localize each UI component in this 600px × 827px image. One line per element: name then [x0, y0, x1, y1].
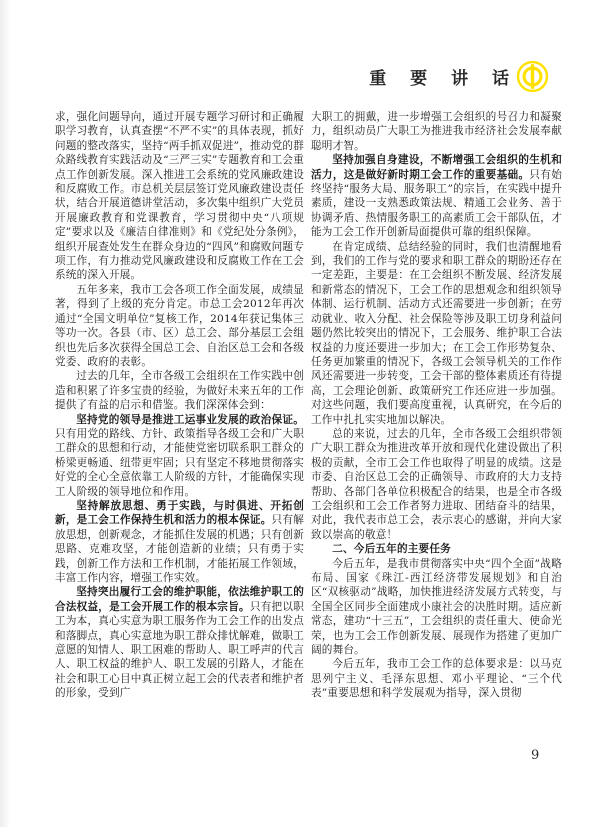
- paragraph-lead: 坚持加强自身建设，不断增强工会组织的生机和活力，这是做好新时期工会工作的重要基础。: [311, 154, 562, 181]
- paragraph-lead: 坚持突出履行工会的维护职能，依法维护职工的合法权益，是工会开展工作的根本宗旨。: [55, 586, 304, 613]
- paragraph-text: 只有把以职工为本，真心实意为职工服务作为工会工作的出发点和落脚点，真心实意地为职工群众排忧解难，做职工意愿的知情人、职工困难的帮助人、职工呼声的代言人、职工权益的维护人、职工发展的引路人，才能在社会和职工心目中真正树立起工会的代表者和维护者的形象，受到广: [55, 600, 304, 700]
- paragraph-text: 今后五年，是我市贯彻落实中央“四个全面”战略布局、国家《珠江-西江经济带发展规划》和自治区“双核驱动”战略，加快推进经济发展方式转变，与全国全区同步全面建成小康社会的决胜时期。适应新常态，建功“十三五”，工会组织的责任重大、使命光荣，也为工会工作创新发展、展现作为搭建了更加广阔的舞台。: [311, 557, 562, 657]
- paragraph-text: 求，强化问题导向，通过开展专题学习研讨和正确履职学习教育，认真查摆“不严不实”的具体表现，抓好问题的整改落实，坚持“两手抓双促进”，推动党的群众路线教育实践活动及“三严三实”专题教育和工会重点工作创新发展。深入推进工会系统的党风廉政建设和反腐败工作。市总机关层层签订党风廉政建设责任状，结合开展道德讲堂活动，多次集中组织广大党员开展廉政教育和党课教育，学习贯彻中央“八项规定”要求以及《廉洁自律准则》和《党纪处分条例》，组织开展查处发生在群众身边的“四风”和腐败问题专项工作，有力推动党风廉政建设和反腐败工作在工会系统的深入开展。: [55, 111, 304, 282]
- paragraph: [55, 413, 304, 499]
- paragraph-text: 过去的几年，全市各级工会组织在工作实践中创造和积累了许多宝贵的经验，为做好未来五年的工作提供了有益的启示和借鉴。我们深深体会到：: [55, 370, 304, 412]
- paragraph: [311, 240, 562, 427]
- paragraph: [311, 542, 562, 556]
- paragraph-text: 只有始终坚持“服务大局、服务职工”的宗旨，在实践中提升素质，建设一支熟悉政策法规、精通工会业务、善于协调矛盾、热情服务职工的高素质工会干部队伍，才能为工会工作开创新局面提供可靠的组织保障。: [311, 168, 562, 239]
- article-column-right: [311, 110, 562, 701]
- article-column-left: [55, 110, 304, 701]
- paragraph: [311, 110, 562, 153]
- paragraph-text: 在肯定成绩、总结经验的同时，我们也清醒地看到，我们的工作与党的要求和职工群众的期盼还存在一定差距，主要是：在工会组织不断发展、经济发展和新常态的情况下，工会工作的思想观念和组织领导体制、运行机制、活动方式还需要进一步创新；在劳动就业、收入分配、社会保险等涉及职工切身利益问题仍然比较突出的情况下，工会服务、维护职工合法权益的力度还要进一步加大；在工会工作形势复杂、任务更加繁重的情况下，各级工会领导机关的工作作风还需要进一步转变，工会干部的整体素质还有待提高，工会理论创新、政策研究工作还应进一步加强。对这些问题，我们要高度重视，认真研究，在今后的工作中扎扎实实地加以解决。: [311, 240, 562, 426]
- paragraph-text: 只有解放思想，创新观念，才能抓住发展的机遇；只有创新思路、克难攻坚，才能创造新的业绩；只有勇于实践，创新工作方法和工作机制，才能拓展工作领域，丰富工作内容，增强工作实效。: [55, 514, 304, 584]
- paragraph-text: 总的来说，过去的几年，全市各级工会组织带领广大职工群众为推进改革开放和现代化建设做出了积极的贡献，全市工会工作也取得了明显的成绩。这是市委、自治区总工会的正确领导、市政府的大力支持帮助、各部门各单位积极配合的结果，也是全市各级工会组织和工会工作者努力进取、团结奋斗的结果，对此，我代表市总工会，表示衷心的感谢，并向大家致以崇高的敬意！: [311, 427, 562, 541]
- page-header: [369, 59, 549, 93]
- paragraph-text: 五年多来，我市工会各项工作全面发展，成绩显著，得到了上级的充分肯定。市总工会2012年再次通过“全国文明单位”复核工作，2014年获记集体三等功一次。各县（市、区）总工会、部分基层工会组织也先后多次获得全国总工会、自治区总工会和各级党委、政府的表彰。: [55, 283, 304, 368]
- paragraph-text: 大职工的拥戴，进一步增强工会组织的号召力和凝聚力，组织动员广大职工为推进我市经济社会发展奉献聪明才智。: [311, 111, 562, 152]
- paragraph: [55, 585, 304, 700]
- paragraph: [55, 283, 304, 369]
- paragraph-lead: 二、今后五年的主要任务: [332, 543, 451, 556]
- page-header-title: 重 要 讲 话: [369, 68, 518, 89]
- paragraph: [311, 657, 562, 700]
- paragraph: [55, 369, 304, 412]
- paragraph-lead: 坚持解放思想、勇于实践，与时俱进、开拓创新，是工会工作保持生机和活力的根本保证。: [55, 499, 304, 527]
- paragraph: [311, 427, 562, 542]
- paragraph: [311, 557, 562, 658]
- paragraph-text: 只有用党的路线、方针、政策指导各级工会和广大职工群众的思想和行动，才能使党密切联系职工群众的桥梁更畅通、纽带更牢固；只有坚定不移地贯彻落实好党的全心全意依靠工人阶级的方针，才能确保实现工人阶级的领导地位和作用。: [55, 427, 304, 498]
- page-number: 9: [531, 748, 540, 763]
- paragraph: [55, 499, 304, 585]
- paragraph-text: 今后五年，我市工会工作的总体要求是：以马克思列宁主义、毛泽东思想、邓小平理论、“三个代表”重要思想和科学发展观为指导，深入贯彻: [311, 658, 562, 700]
- paragraph: [55, 110, 304, 283]
- paragraph: [311, 153, 562, 239]
- union-emblem-icon: [516, 60, 549, 93]
- paragraph-lead: 坚持党的领导是推进工运事业发展的政治保证。: [76, 413, 304, 426]
